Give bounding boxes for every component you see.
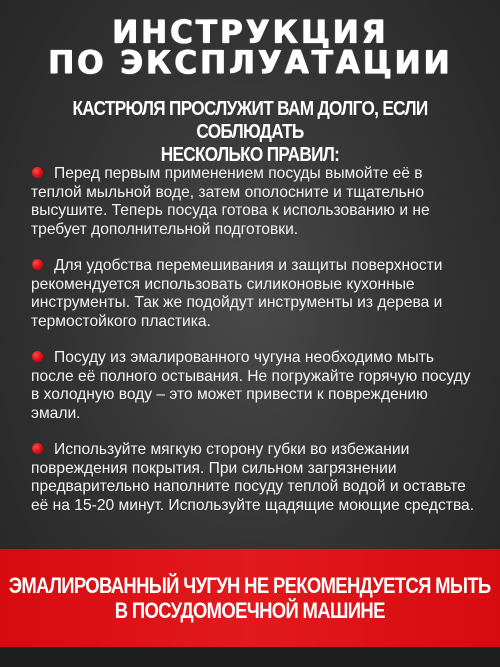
red-dot-icon <box>32 259 43 270</box>
warning-line-2: В ПОСУДОМОЕЧНОЙ МАШИНЕ <box>114 598 386 623</box>
warning-line-1: ЭМАЛИРОВАННЫЙ ЧУГУН НЕ РЕКОМЕНДУЕТСЯ МЫТЬ <box>9 573 491 598</box>
subtitle-line-2: НЕСКОЛЬКО ПРАВИЛ: <box>160 144 340 166</box>
list-item <box>31 349 476 423</box>
list-item <box>31 257 476 331</box>
rule-text: Перед первым применением посуды вымойте её в теплой мыльной воде, затем ополосните и тщательно высушите. Теперь посуда готова к использованию и не требует дополнительной подготовки. <box>31 165 430 238</box>
list-item <box>31 165 476 239</box>
red-dot-icon <box>32 351 43 362</box>
rule-text: Используйте мягкую сторону губки во избежании повреждения покрытия. При сильном загрязнении предварительно наполните посуду теплой водой и оставьте её на 15-20 минут. Используйте щадящие моющие средства. <box>31 441 475 514</box>
warning-banner <box>0 549 500 647</box>
rule-text: Посуду из эмалированного чугуна необходимо мыть после её полного остывания. Не погружайте горячую посуду в холодную воду – это может привести к повреждению эмали. <box>31 349 471 422</box>
rule-text: Для удобства перемешивания и защиты поверхности рекомендуется использовать силиконовые кухонные инструменты. Так же подойдут инструменты из дерева и термостойкого пластика. <box>31 257 443 330</box>
subtitle <box>52 98 448 167</box>
red-dot-icon <box>32 167 43 178</box>
page-title <box>0 14 500 82</box>
bottom-strip <box>0 647 500 667</box>
red-dot-icon <box>32 443 43 454</box>
title-line-1: ИНСТРУКЦИЯ <box>111 14 389 52</box>
list-item <box>31 441 476 515</box>
subtitle-line-1: КАСТРЮЛЯ ПРОСЛУЖИТ ВАМ ДОЛГО, ЕСЛИ СОБЛЮДАТЬ <box>72 98 428 143</box>
rules-list <box>31 165 476 533</box>
title-line-2: ПО ЭКСПЛУАТАЦИИ <box>47 44 453 82</box>
